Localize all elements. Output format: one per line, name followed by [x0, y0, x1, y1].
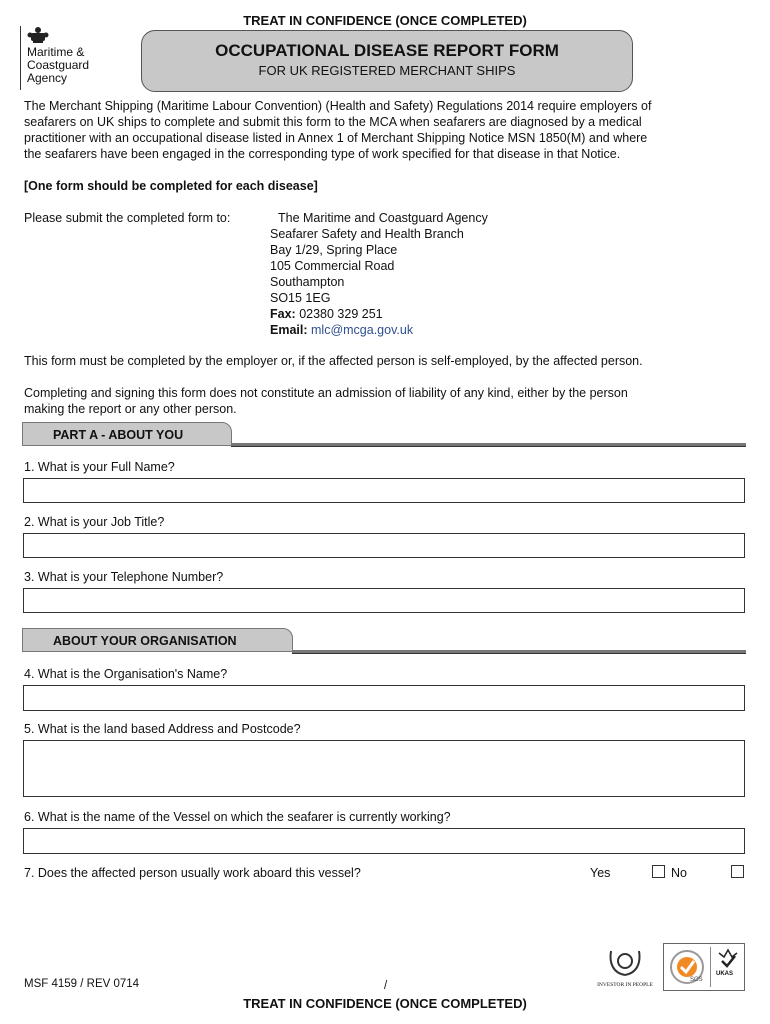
- address-textarea[interactable]: [23, 740, 745, 797]
- sgs-ukas-logo: [663, 943, 745, 991]
- submit-label: Please submit the completed form to:: [24, 211, 231, 225]
- confidential-header: TREAT IN CONFIDENCE (ONCE COMPLETED): [243, 13, 527, 28]
- address-line: Seafarer Safety and Health Branch: [270, 227, 464, 241]
- email-line: [270, 322, 488, 338]
- no-checkbox[interactable]: [731, 865, 744, 878]
- intro-line: The Merchant Shipping (Maritime Labour Convention) (Health and Safety) Regulations 2014 require employers of: [24, 99, 652, 113]
- logo-line-1: Maritime &: [27, 45, 85, 59]
- vessel-name-input[interactable]: [23, 828, 745, 854]
- full-name-input[interactable]: [23, 478, 745, 503]
- logo-line-3: Agency: [27, 71, 68, 85]
- intro-line: the seafarers have been engaged in the corresponding type of work specified for that disease in that Notice.: [24, 147, 621, 161]
- section-divider: [292, 650, 746, 654]
- address-line: Southampton: [270, 275, 345, 289]
- yes-checkbox[interactable]: [652, 865, 665, 878]
- logo-line-2: Coastguard: [27, 58, 90, 72]
- telephone-input[interactable]: [23, 588, 745, 613]
- address-line: SO15 1EG: [270, 291, 331, 305]
- form-title: OCCUPATIONAL DISEASE REPORT FORM: [215, 41, 559, 60]
- laurel-icon: [605, 943, 645, 979]
- address-line: The Maritime and Coastguard Agency: [278, 211, 488, 225]
- job-title-input[interactable]: [23, 533, 745, 558]
- question-7: 7. Does the affected person usually work aboard this vessel?: [24, 866, 361, 880]
- confidential-footer: TREAT IN CONFIDENCE (ONCE COMPLETED): [243, 996, 527, 1011]
- employer-note: This form must be completed by the employer or, if the affected person is self-employed, by the affected person.: [24, 354, 643, 368]
- fax-line: [270, 306, 488, 322]
- submit-address: [270, 210, 488, 338]
- liability-line: making the report or any other person.: [24, 402, 237, 416]
- liability-line: Completing and signing this form does not constitute an admission of liability of any kind, either by the person: [24, 386, 628, 400]
- ukas-crown-tick-icon: [716, 947, 740, 969]
- email-label: Email:: [270, 323, 308, 337]
- question-4: 4. What is the Organisation's Name?: [24, 667, 228, 681]
- fax-number: 02380 329 251: [299, 307, 383, 321]
- form-reference: MSF 4159 / REV 0714: [24, 978, 140, 990]
- section-organisation: ABOUT YOUR ORGANISATION: [22, 628, 293, 652]
- question-6: 6. What is the name of the Vessel on which the seafarer is currently working?: [24, 810, 451, 824]
- form-subtitle: FOR UK REGISTERED MERCHANT SHIPS: [258, 63, 516, 78]
- intro-line: seafarers on UK ships to complete and submit this form to the MCA when seafarers are diagnosed by a medical: [24, 115, 642, 129]
- liability-note: [24, 385, 746, 417]
- address-line: Bay 1/29, Spring Place: [270, 243, 398, 257]
- intro-line: practitioner with an occupational disease listed in Annex 1 of Merchant Shipping Notice MSN 1850(M) and where: [24, 131, 648, 145]
- investor-in-people-logo: [590, 943, 660, 991]
- yes-label: Yes: [590, 866, 611, 880]
- logo-divider: [710, 947, 711, 987]
- royal-crest-icon: [27, 26, 49, 44]
- address-line: 105 Commercial Road: [270, 259, 395, 273]
- form-title-box: [141, 30, 633, 92]
- fax-label: Fax:: [270, 307, 296, 321]
- one-form-note: [One form should be completed for each disease]: [24, 179, 318, 193]
- section-part-a: PART A - ABOUT YOU: [22, 422, 232, 446]
- organisation-name-input[interactable]: [23, 685, 745, 711]
- sgs-label: SGS: [690, 977, 703, 983]
- page-number: /: [384, 980, 388, 992]
- no-label: No: [671, 866, 687, 880]
- intro-paragraph: [24, 98, 746, 162]
- ukas-label: UKAS: [716, 971, 734, 977]
- question-3: 3. What is your Telephone Number?: [24, 570, 224, 584]
- email-link[interactable]: mlc@mcga.gov.uk: [311, 323, 414, 337]
- question-1: 1. What is your Full Name?: [24, 460, 175, 474]
- question-2: 2. What is your Job Title?: [24, 515, 165, 529]
- question-5: 5. What is the land based Address and Postcode?: [24, 722, 301, 736]
- section-divider: [231, 443, 746, 447]
- investor-label: INVESTOR IN PEOPLE: [597, 982, 653, 988]
- mca-logo: [20, 26, 110, 90]
